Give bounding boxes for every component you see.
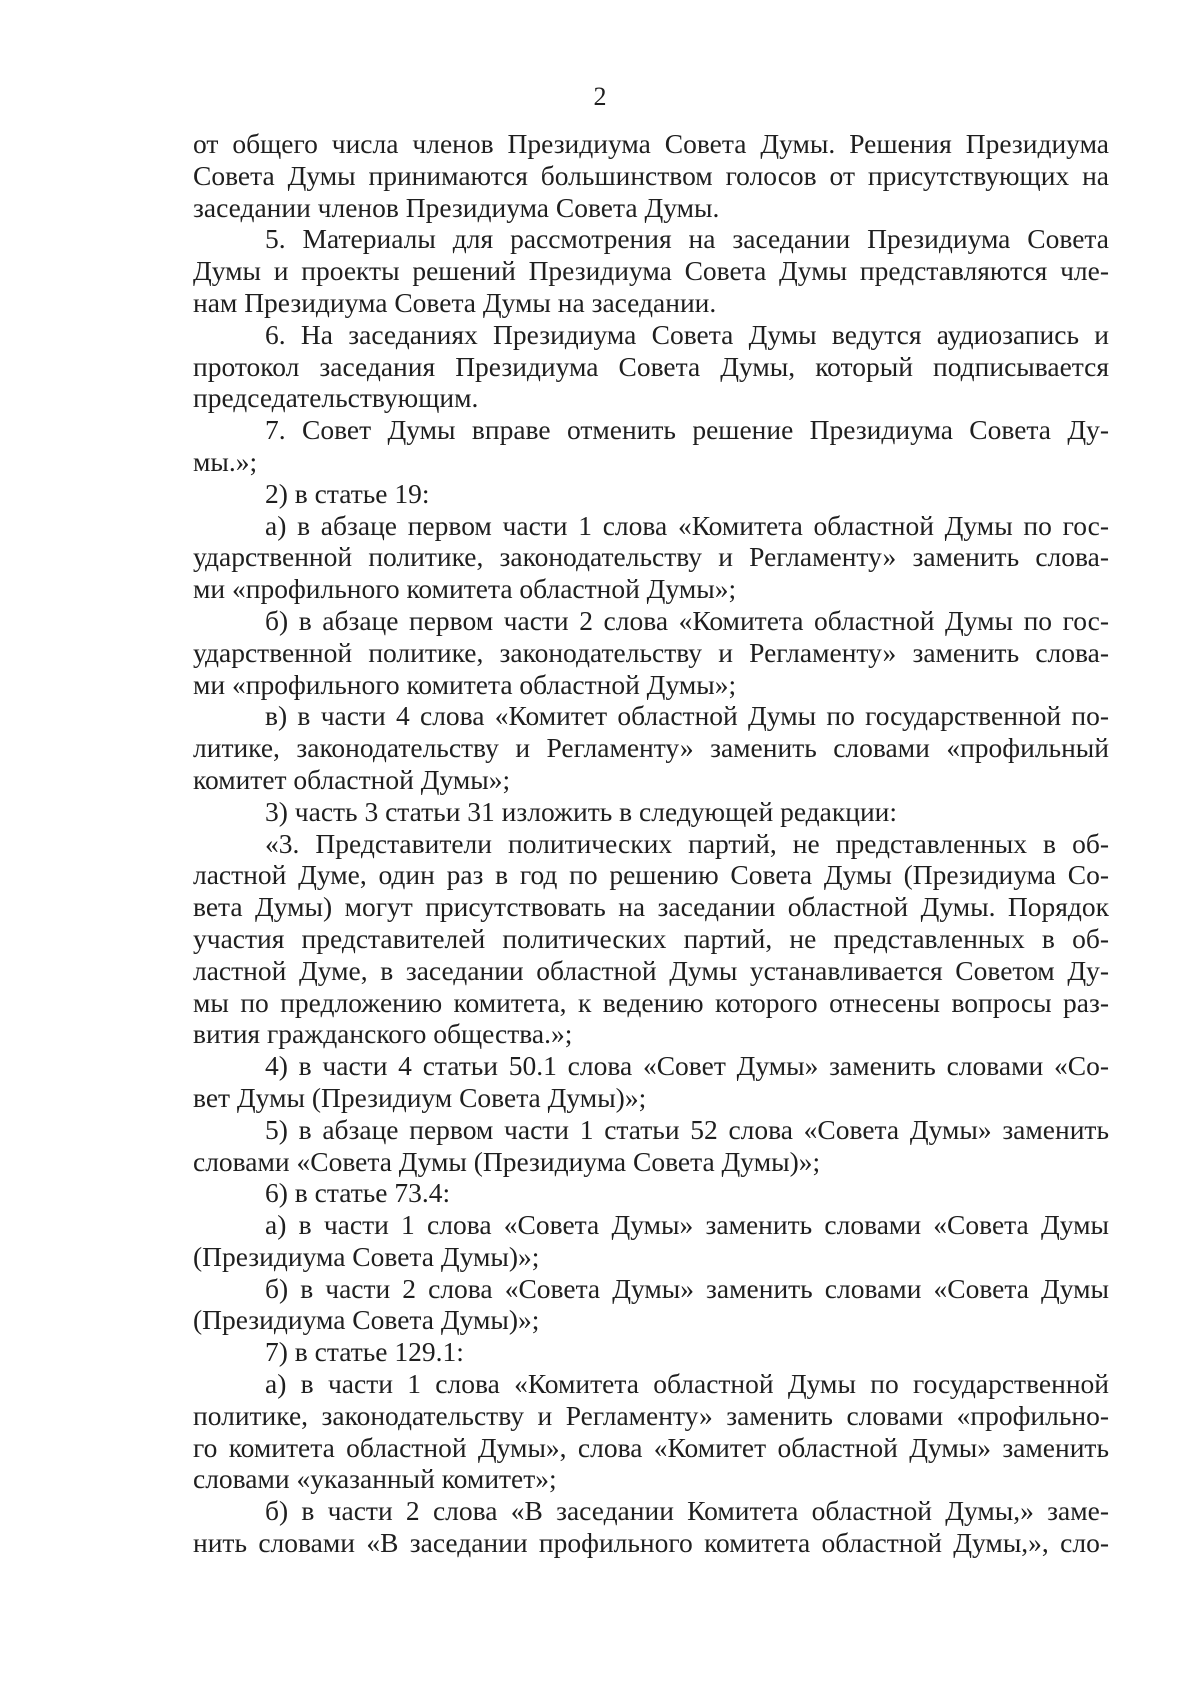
- text-line: нить словами «В заседании профильного комитета областной Думы,», сло-: [193, 1527, 1109, 1559]
- paragraph: [193, 510, 1109, 605]
- text-line: б) в абзаце первом части 2 слова «Комитета областной Думы по гос-: [265, 604, 1109, 636]
- text-line: а) в части 1 слова «Комитета областной Думы по государственной: [265, 1368, 1109, 1400]
- document-body: [193, 128, 1109, 1559]
- paragraph: [193, 1273, 1109, 1337]
- text-line: ударственной политике, законодательству и Регламенту» заменить слова-: [193, 541, 1109, 573]
- paragraph: [193, 1177, 1109, 1209]
- text-line: вет Думы (Президиум Совета Думы)»;: [193, 1081, 647, 1113]
- text-line: «3. Представители политических партий, не представленных в об-: [265, 827, 1109, 859]
- text-line: ластной Думе, один раз в год по решению Совета Думы (Президиума Со-: [193, 859, 1109, 891]
- paragraph: [193, 478, 1109, 510]
- text-line: го комитета областной Думы», слова «Комитет областной Думы» заменить: [193, 1431, 1109, 1463]
- text-line: вития гражданского общества.»;: [193, 1018, 573, 1050]
- text-line: заседании членов Президиума Совета Думы.: [193, 191, 720, 223]
- text-line: а) в абзаце первом части 1 слова «Комитета областной Думы по гос-: [265, 509, 1109, 541]
- paragraph: [193, 128, 1109, 223]
- paragraph: [193, 1209, 1109, 1273]
- text-line: литике, законодательству и Регламенту» заменить словами «профильный: [193, 732, 1109, 764]
- text-line: а) в части 1 слова «Совета Думы» заменить словами «Совета Думы: [265, 1209, 1109, 1241]
- paragraph: [193, 700, 1109, 795]
- text-line: мы.»;: [193, 445, 258, 477]
- paragraph: [193, 1336, 1109, 1368]
- paragraph: [193, 319, 1109, 414]
- paragraph: [193, 1114, 1109, 1178]
- text-line: ударственной политике, законодательству и Регламенту» заменить слова-: [193, 636, 1109, 668]
- text-line: политике, законодательству и Регламенту» заменить словами «профильно-: [193, 1399, 1109, 1431]
- paragraph: [193, 605, 1109, 700]
- text-line: в) в части 4 слова «Комитет областной Думы по государственной по-: [265, 700, 1109, 732]
- paragraph: [193, 1050, 1109, 1114]
- text-line: председательствующим.: [193, 382, 479, 414]
- text-line: ми «профильного комитета областной Думы»;: [193, 573, 737, 605]
- text-line: 5. Материалы для рассмотрения на заседании Президиума Совета: [265, 223, 1109, 255]
- text-line: (Президиума Совета Думы)»;: [193, 1304, 540, 1336]
- paragraph: [193, 1495, 1109, 1559]
- text-line: от общего числа членов Президиума Совета Думы. Решения Президиума: [193, 128, 1109, 159]
- text-line: б) в части 2 слова «В заседании Комитета областной Думы,» заме-: [265, 1495, 1109, 1527]
- text-line: вета Думы) могут присутствовать на заседании областной Думы. Порядок: [193, 891, 1109, 923]
- text-line: протокол заседания Президиума Совета Думы, который подписывается: [193, 350, 1109, 382]
- text-line: 6) в статье 73.4:: [265, 1177, 451, 1209]
- text-line: участия представителей политических партий, не представленных в об-: [193, 922, 1109, 954]
- paragraph: [193, 223, 1109, 318]
- text-line: 2) в статье 19:: [265, 477, 430, 509]
- paragraph: [193, 414, 1109, 478]
- text-line: ластной Думе, в заседании областной Думы устанавливается Советом Ду-: [193, 954, 1109, 986]
- text-line: мы по предложению комитета, к ведению которого отнесены вопросы раз-: [193, 986, 1109, 1018]
- text-line: 7) в статье 129.1:: [265, 1336, 464, 1368]
- text-line: 6. На заседаниях Президиума Совета Думы ведутся аудиозапись и: [265, 318, 1109, 350]
- paragraph: [193, 828, 1109, 1051]
- text-line: Совета Думы принимаются большинством голосов от присутствующих на: [193, 159, 1109, 191]
- text-line: 4) в части 4 статьи 50.1 слова «Совет Думы» заменить словами «Со-: [265, 1050, 1109, 1082]
- paragraph: [193, 796, 1109, 828]
- text-line: б) в части 2 слова «Совета Думы» заменить словами «Совета Думы: [265, 1272, 1109, 1304]
- text-line: 7. Совет Думы вправе отменить решение Президиума Совета Ду-: [265, 414, 1109, 446]
- text-line: словами «указанный комитет»;: [193, 1463, 557, 1495]
- text-line: нам Президиума Совета Думы на заседании.: [193, 286, 717, 318]
- text-line: Думы и проекты решений Президиума Совета Думы представляются чле-: [193, 255, 1109, 287]
- text-line: (Президиума Совета Думы)»;: [193, 1240, 540, 1272]
- text-line: словами «Совета Думы (Президиума Совета Думы)»;: [193, 1145, 821, 1177]
- text-line: 3) часть 3 статьи 31 изложить в следующей редакции:: [265, 795, 898, 827]
- text-line: 5) в абзаце первом части 1 статьи 52 слова «Совета Думы» заменить: [265, 1113, 1109, 1145]
- page-number: 2: [593, 82, 607, 111]
- paragraph: [193, 1368, 1109, 1495]
- text-line: комитет областной Думы»;: [193, 763, 511, 795]
- text-line: ми «профильного комитета областной Думы»;: [193, 668, 737, 700]
